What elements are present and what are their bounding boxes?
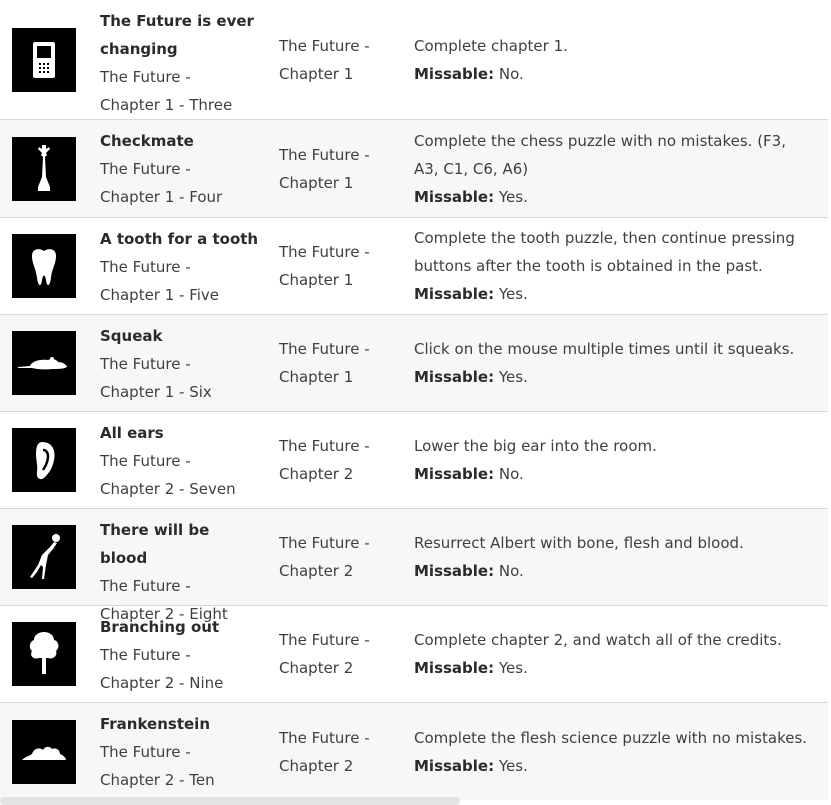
achievement-title: There will be blood: [100, 521, 210, 567]
description-cell: [414, 335, 814, 391]
achievement-title: The Future is ever: [100, 12, 254, 30]
chess-piece-icon: [12, 137, 76, 201]
tooth-icon: [12, 234, 76, 298]
achievement-title: Branching out: [100, 618, 220, 636]
chapter-text: The Future -: [279, 631, 370, 649]
achievement-name: [100, 710, 260, 794]
description-cell: [414, 626, 814, 682]
achievement-name: [100, 127, 260, 211]
mouse-icon: [12, 331, 76, 395]
description-text: Complete the flesh science puzzle with no mistakes.: [414, 728, 808, 747]
missable-line: [414, 363, 814, 391]
missable-line: [414, 752, 814, 780]
chapter-text: The Future -: [279, 36, 370, 55]
description-cell: [414, 529, 814, 585]
phone-icon: [12, 28, 76, 92]
achievement-location: The Future -: [100, 743, 191, 761]
achievement-name: [100, 419, 260, 503]
missable-label: Missable:: [414, 465, 495, 483]
horizontal-scrollbar[interactable]: [0, 797, 460, 805]
achievement-location: The Future -: [100, 577, 191, 595]
chapter-text: The Future -: [279, 534, 370, 552]
chapter-text: Chapter 2: [279, 465, 354, 483]
missable-label: Missable:: [414, 756, 495, 775]
chapter-cell: [279, 238, 399, 294]
achievement-name: [100, 7, 260, 119]
achievement-title: Frankenstein: [100, 715, 211, 733]
achievement-location: Chapter 1 - Four: [100, 188, 223, 206]
missable-line: [414, 60, 814, 88]
description-cell: [414, 224, 814, 308]
achievement-location: The Future -: [100, 355, 191, 373]
achievement-location: Chapter 2 - Nine: [100, 674, 224, 692]
chapter-text: Chapter 1: [279, 173, 354, 192]
missable-value: Yes.: [498, 368, 528, 386]
chapter-cell: [279, 432, 399, 488]
achievement-row: [0, 315, 828, 412]
achievement-location: Chapter 1 - Three: [100, 96, 233, 114]
chapter-cell: [279, 335, 399, 391]
description-text: Click on the mouse multiple times until it squeaks.: [414, 340, 795, 358]
achievement-name: [100, 322, 260, 406]
chapter-text: Chapter 2: [279, 659, 354, 677]
achievement-location: Chapter 2 - Ten: [100, 771, 215, 789]
missable-value: Yes.: [498, 285, 528, 303]
description-cell: [414, 127, 814, 211]
achievement-location: Chapter 2 - Eight: [100, 605, 228, 623]
achievement-location: The Future -: [100, 258, 191, 276]
chapter-text: Chapter 2: [279, 562, 354, 580]
chapter-cell: [279, 529, 399, 585]
description-text: Complete chapter 1.: [414, 36, 568, 55]
chapter-cell: [279, 626, 399, 682]
missable-label: Missable:: [414, 187, 495, 206]
chapter-cell: [279, 141, 399, 197]
missable-line: [414, 183, 814, 211]
achievement-name: [100, 613, 260, 697]
missable-label: Missable:: [414, 659, 495, 677]
achievement-title: A tooth for a tooth: [100, 230, 259, 248]
achievement-location: The Future -: [100, 160, 191, 178]
missable-value: Yes.: [498, 756, 528, 775]
missable-label: Missable:: [414, 562, 495, 580]
chapter-text: The Future -: [279, 728, 370, 747]
achievement-row: [0, 606, 828, 703]
achievement-location: The Future -: [100, 68, 191, 86]
achievement-title: Squeak: [100, 327, 163, 345]
missable-value: Yes.: [498, 187, 528, 206]
achievement-row: [0, 412, 828, 509]
achievement-name: [100, 225, 260, 309]
achievement-row: [0, 218, 828, 315]
description-text: Complete the tooth puzzle, then continue pressing buttons after the tooth is obtained in the past.: [414, 229, 795, 275]
missable-value: No.: [498, 562, 524, 580]
achievement-location: Chapter 1 - Six: [100, 383, 212, 401]
chapter-text: Chapter 2: [279, 756, 354, 775]
missable-label: Missable:: [414, 285, 495, 303]
tree-icon: [12, 622, 76, 686]
achievement-location: Chapter 1 - Five: [100, 286, 220, 304]
ear-icon: [12, 428, 76, 492]
hanging-figure-icon: [12, 525, 76, 589]
missable-line: [414, 460, 814, 488]
missable-value: No.: [498, 465, 524, 483]
chapter-text: Chapter 1: [279, 368, 354, 386]
chapter-text: The Future -: [279, 243, 370, 261]
achievement-row: [0, 703, 828, 800]
achievement-location: The Future -: [100, 646, 191, 664]
missable-line: [414, 654, 814, 682]
description-cell: [414, 432, 814, 488]
missable-label: Missable:: [414, 64, 495, 83]
chapter-text: The Future -: [279, 145, 370, 164]
achievement-row: [0, 509, 828, 623]
description-text: Resurrect Albert with bone, flesh and blood.: [414, 534, 744, 552]
achievement-title: All ears: [100, 424, 164, 442]
chapter-text: Chapter 1: [279, 271, 354, 289]
description-text: Complete the chess puzzle with no mistakes. (F3, A3, C1, C6, A6): [414, 131, 786, 178]
chapter-cell: [279, 724, 399, 780]
achievement-location: The Future -: [100, 452, 191, 470]
achievement-row: [0, 0, 828, 120]
achievement-title: Checkmate: [100, 132, 194, 150]
description-text: Complete chapter 2, and watch all of the credits.: [414, 631, 782, 649]
chapter-text: The Future -: [279, 340, 370, 358]
flesh-mound-icon: [12, 720, 76, 784]
achievement-title: changing: [100, 40, 178, 58]
missable-value: Yes.: [498, 659, 528, 677]
description-cell: [414, 724, 814, 780]
achievement-row: [0, 120, 828, 218]
description-cell: [414, 32, 814, 88]
achievement-location: Chapter 2 - Seven: [100, 480, 236, 498]
description-text: Lower the big ear into the room.: [414, 437, 657, 455]
missable-line: [414, 280, 814, 308]
chapter-text: Chapter 1: [279, 64, 354, 83]
chapter-cell: [279, 32, 399, 88]
missable-value: No.: [498, 64, 524, 83]
missable-label: Missable:: [414, 368, 495, 386]
chapter-text: The Future -: [279, 437, 370, 455]
missable-line: [414, 557, 814, 585]
